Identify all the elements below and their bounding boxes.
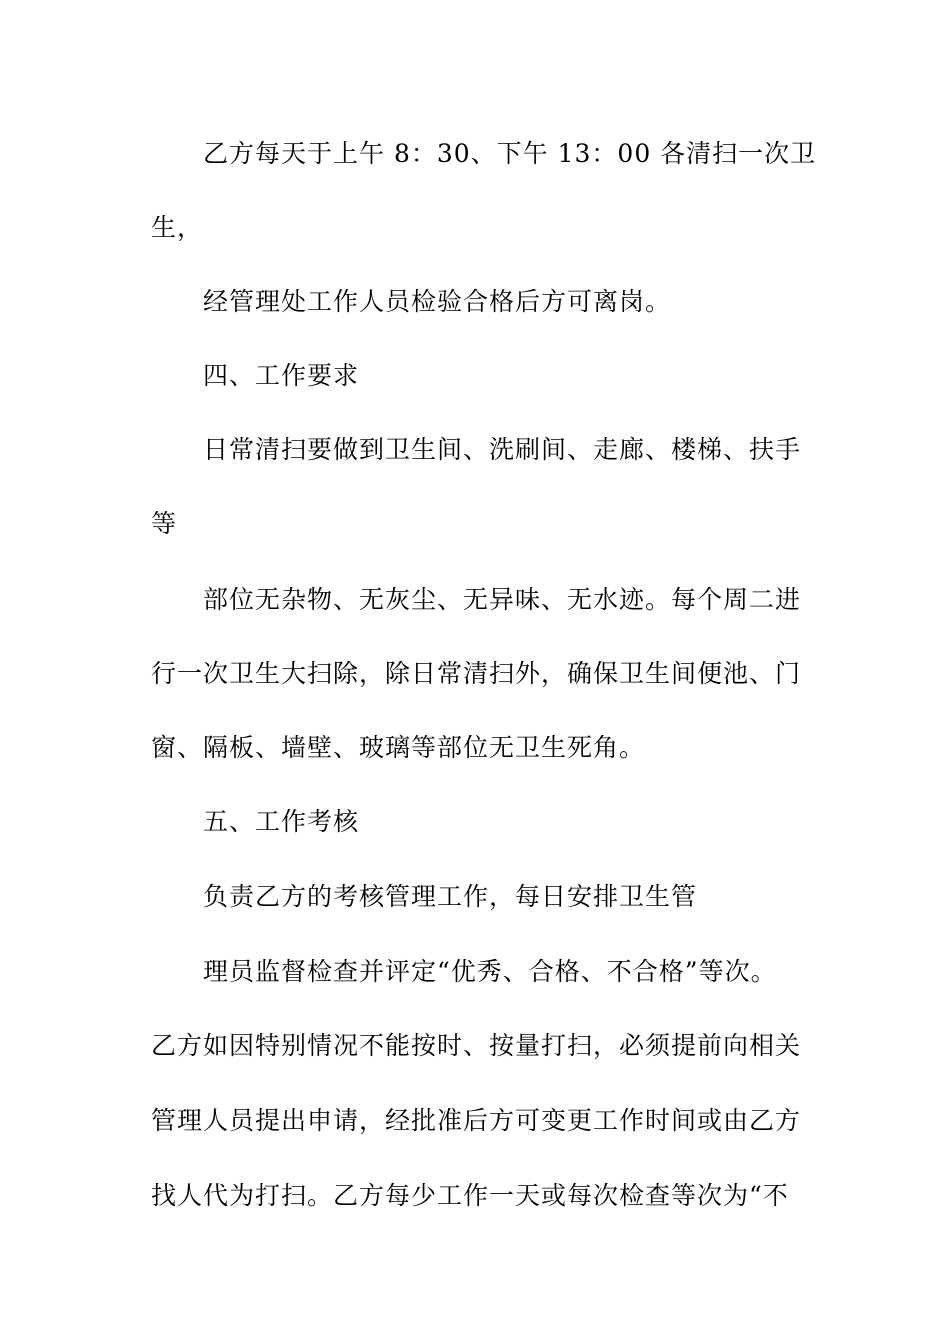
paragraph-line: 行一次卫生大扫除，除日常清扫外，确保卫生间便池、门: [151, 659, 802, 688]
section-heading: 五、工作考核: [203, 807, 360, 836]
paragraph-line: 理员监督检查并评定“优秀、合格、不合格”等次。: [203, 957, 777, 986]
paragraph-line: 部位无杂物、无灰尘、无异味、无水迹。每个周二进: [203, 585, 802, 614]
paragraph-line: 窗、隔板、墙壁、玻璃等部位无卫生死角。: [151, 733, 646, 762]
paragraph-line: 找人代为打扫。乙方每少工作一天或每次检查等次为“不: [151, 1181, 789, 1210]
paragraph-line: 日常清扫要做到卫生间、洗刷间、走廊、楼梯、扶手: [203, 435, 802, 464]
paragraph-line: 生，: [151, 213, 204, 242]
paragraph-line: 管理人员提出申请，经批准后方可变更工作时间或由乙方: [151, 1106, 802, 1135]
paragraph-line: 等: [151, 509, 178, 538]
paragraph-line: 乙方每天于上午 8：30、下午 13：00 各清扫一次卫: [203, 139, 817, 168]
section-heading: 四、工作要求: [203, 361, 360, 390]
paragraph-line: 乙方如因特别情况不能按时、按量打扫，必须提前向相关: [151, 1031, 802, 1060]
paragraph-line: 经管理处工作人员检验合格后方可离岗。: [203, 287, 672, 316]
paragraph-line: 负责乙方的考核管理工作，每日安排卫生管: [203, 882, 698, 911]
